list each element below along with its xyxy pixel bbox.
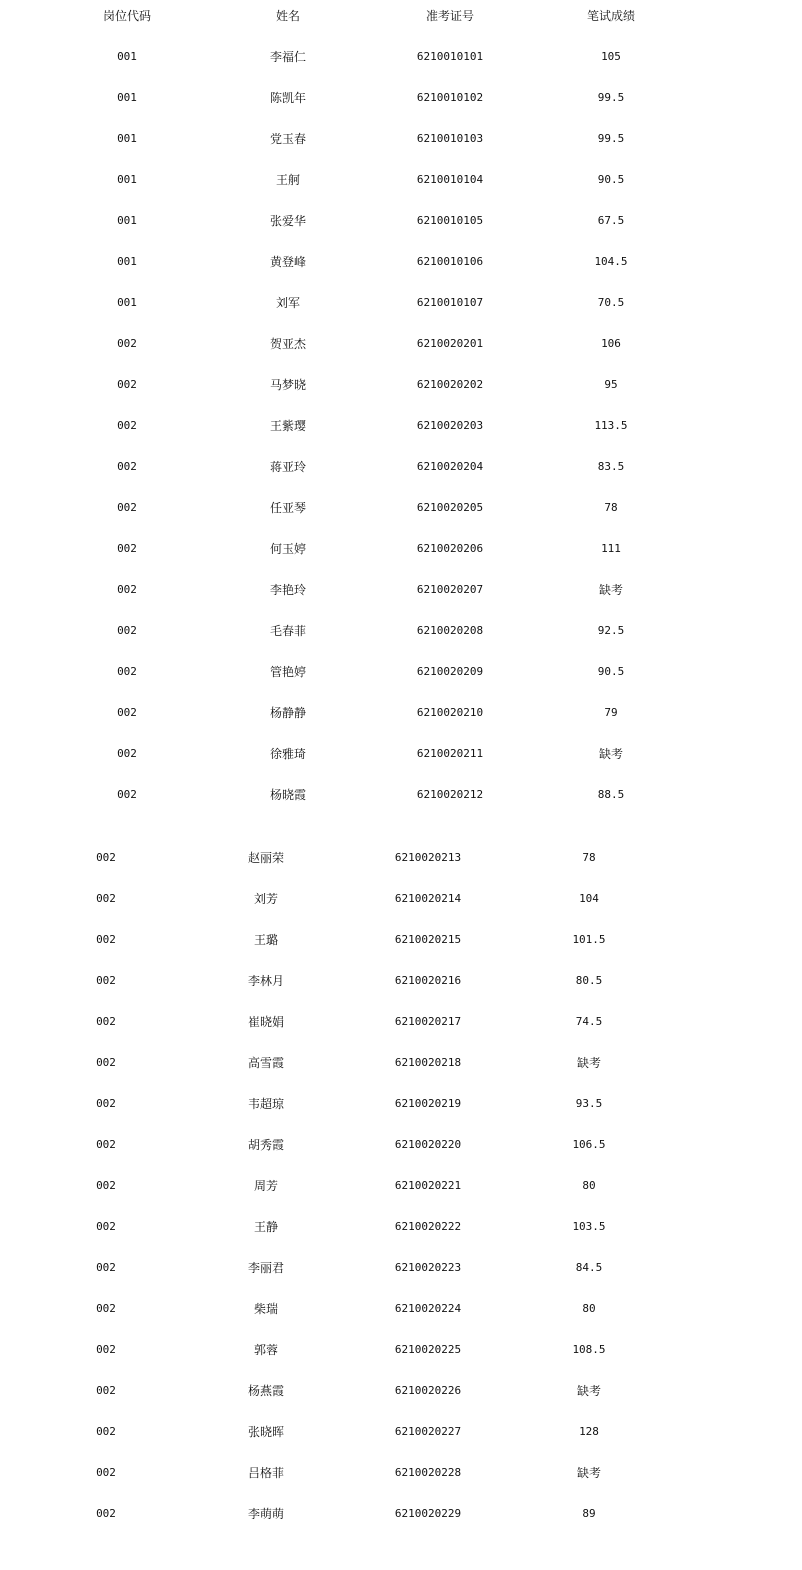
cell-ticket-number: 6210020203: [416, 419, 484, 432]
cell-ticket-number: 6210010101: [416, 50, 484, 63]
cell-position-code: 002: [117, 665, 137, 678]
cell-position-code: 001: [117, 50, 137, 63]
table-row: [0, 1381, 802, 1401]
cell-position-code: 002: [96, 1261, 116, 1274]
table-row: [0, 334, 802, 354]
cell-name: 杨静静: [269, 706, 307, 720]
cell-written-score: 缺考: [598, 583, 624, 597]
cell-written-score: 90.5: [597, 173, 625, 186]
cell-ticket-number: 6210020219: [394, 1097, 462, 1110]
cell-position-code: 002: [96, 1138, 116, 1151]
cell-ticket-number: 6210020215: [394, 933, 462, 946]
table-row: [0, 1135, 802, 1155]
table-row: [0, 252, 802, 272]
cell-written-score: 缺考: [598, 747, 624, 761]
table-row: [0, 375, 802, 395]
cell-name: 蒋亚玲: [269, 460, 307, 474]
table-row: [0, 1504, 802, 1524]
cell-name: 周芳: [253, 1179, 279, 1193]
cell-written-score: 缺考: [576, 1056, 602, 1070]
cell-ticket-number: 6210010102: [416, 91, 484, 104]
cell-written-score: 80.5: [575, 974, 603, 987]
cell-written-score: 111: [601, 542, 621, 555]
cell-position-code: 002: [96, 974, 116, 987]
cell-written-score: 108.5: [572, 1343, 606, 1356]
table-row: [0, 662, 802, 682]
table-row: [0, 88, 802, 108]
cell-ticket-number: 6210020216: [394, 974, 462, 987]
cell-name: 李福仁: [269, 50, 307, 64]
table-row: [0, 498, 802, 518]
table-row: [0, 1463, 802, 1483]
cell-name: 杨燕霞: [247, 1384, 285, 1398]
cell-written-score: 99.5: [597, 91, 625, 104]
table-row: [0, 1053, 802, 1073]
cell-written-score: 89: [582, 1507, 596, 1520]
cell-name: 刘芳: [253, 892, 279, 906]
cell-name: 王璐: [253, 933, 279, 947]
cell-position-code: 002: [117, 419, 137, 432]
cell-name: 王舸: [275, 173, 301, 187]
cell-name: 李丽君: [247, 1261, 285, 1275]
cell-ticket-number: 6210020221: [394, 1179, 462, 1192]
cell-ticket-number: 6210020220: [394, 1138, 462, 1151]
cell-ticket-number: 6210020202: [416, 378, 484, 391]
cell-written-score: 79: [604, 706, 618, 719]
cell-name: 黄登峰: [269, 255, 307, 269]
cell-written-score: 92.5: [597, 624, 625, 637]
cell-written-score: 103.5: [572, 1220, 606, 1233]
cell-position-code: 001: [117, 214, 137, 227]
cell-ticket-number: 6210020201: [416, 337, 484, 350]
cell-written-score: 缺考: [576, 1466, 602, 1480]
cell-position-code: 001: [117, 132, 137, 145]
cell-position-code: 002: [96, 1015, 116, 1028]
table-row: [0, 930, 802, 950]
cell-ticket-number: 6210020227: [394, 1425, 462, 1438]
cell-name: 胡秀霞: [247, 1138, 285, 1152]
cell-written-score: 80: [582, 1302, 596, 1315]
cell-ticket-number: 6210010105: [416, 214, 484, 227]
table-row: [0, 211, 802, 231]
cell-name: 刘军: [275, 296, 301, 310]
cell-position-code: 002: [96, 1384, 116, 1397]
cell-name: 管艳婷: [269, 665, 307, 679]
header-name: 姓名: [275, 9, 301, 23]
table-row: [0, 539, 802, 559]
cell-position-code: 002: [96, 1056, 116, 1069]
cell-ticket-number: 6210010104: [416, 173, 484, 186]
cell-ticket-number: 6210020207: [416, 583, 484, 596]
cell-ticket-number: 6210020218: [394, 1056, 462, 1069]
cell-ticket-number: 6210020204: [416, 460, 484, 473]
cell-written-score: 106.5: [572, 1138, 606, 1151]
cell-ticket-number: 6210020213: [394, 851, 462, 864]
cell-position-code: 002: [117, 747, 137, 760]
cell-ticket-number: 6210020226: [394, 1384, 462, 1397]
cell-position-code: 002: [96, 1302, 116, 1315]
cell-ticket-number: 6210010106: [416, 255, 484, 268]
cell-name: 赵丽荣: [247, 851, 285, 865]
cell-written-score: 128: [579, 1425, 599, 1438]
cell-position-code: 002: [117, 378, 137, 391]
table-header-row: [0, 6, 802, 26]
table-row: [0, 621, 802, 641]
cell-position-code: 002: [96, 1425, 116, 1438]
cell-position-code: 002: [96, 1466, 116, 1479]
cell-written-score: 105: [601, 50, 621, 63]
cell-written-score: 67.5: [597, 214, 625, 227]
cell-written-score: 101.5: [572, 933, 606, 946]
cell-written-score: 78: [604, 501, 618, 514]
table-row: [0, 703, 802, 723]
cell-ticket-number: 6210020212: [416, 788, 484, 801]
cell-ticket-number: 6210020210: [416, 706, 484, 719]
cell-name: 毛春菲: [269, 624, 307, 638]
cell-written-score: 缺考: [576, 1384, 602, 1398]
cell-position-code: 002: [117, 583, 137, 596]
table-row: [0, 744, 802, 764]
cell-ticket-number: 6210020229: [394, 1507, 462, 1520]
cell-name: 杨晓霞: [269, 788, 307, 802]
table-row: [0, 1258, 802, 1278]
cell-ticket-number: 6210020205: [416, 501, 484, 514]
cell-name: 高雪霞: [247, 1056, 285, 1070]
table-row: [0, 47, 802, 67]
table-row: [0, 1012, 802, 1032]
cell-written-score: 106: [601, 337, 621, 350]
cell-written-score: 90.5: [597, 665, 625, 678]
cell-written-score: 104: [579, 892, 599, 905]
cell-position-code: 002: [96, 851, 116, 864]
table-row: [0, 293, 802, 313]
table-row: [0, 1422, 802, 1442]
cell-position-code: 002: [117, 460, 137, 473]
cell-name: 陈凯年: [269, 91, 307, 105]
table-row: [0, 170, 802, 190]
cell-name: 党玉春: [269, 132, 307, 146]
cell-name: 张爱华: [269, 214, 307, 228]
cell-name: 王紫璎: [269, 419, 307, 433]
table-row: [0, 1217, 802, 1237]
table-row: [0, 889, 802, 909]
cell-written-score: 74.5: [575, 1015, 603, 1028]
cell-name: 贺亚杰: [269, 337, 307, 351]
header-position-code: 岗位代码: [102, 9, 152, 23]
cell-written-score: 113.5: [594, 419, 628, 432]
cell-name: 马梦晓: [269, 378, 307, 392]
cell-position-code: 002: [117, 542, 137, 555]
table-row: [0, 416, 802, 436]
cell-ticket-number: 6210020224: [394, 1302, 462, 1315]
cell-position-code: 001: [117, 173, 137, 186]
cell-written-score: 70.5: [597, 296, 625, 309]
cell-ticket-number: 6210020228: [394, 1466, 462, 1479]
table-row: [0, 1299, 802, 1319]
table-row: [0, 457, 802, 477]
cell-position-code: 002: [117, 337, 137, 350]
cell-position-code: 002: [96, 1179, 116, 1192]
cell-name: 徐雅琦: [269, 747, 307, 761]
table-row: [0, 971, 802, 991]
cell-ticket-number: 6210010103: [416, 132, 484, 145]
cell-ticket-number: 6210020209: [416, 665, 484, 678]
cell-written-score: 93.5: [575, 1097, 603, 1110]
header-written-score: 笔试成绩: [586, 9, 636, 23]
cell-ticket-number: 6210020206: [416, 542, 484, 555]
cell-position-code: 001: [117, 91, 137, 104]
header-ticket-number: 准考证号: [425, 9, 475, 23]
cell-name: 张晓晖: [247, 1425, 285, 1439]
cell-ticket-number: 6210020214: [394, 892, 462, 905]
cell-position-code: 001: [117, 255, 137, 268]
cell-ticket-number: 6210010107: [416, 296, 484, 309]
cell-position-code: 002: [96, 933, 116, 946]
cell-name: 李艳玲: [269, 583, 307, 597]
cell-position-code: 001: [117, 296, 137, 309]
cell-ticket-number: 6210020225: [394, 1343, 462, 1356]
cell-position-code: 002: [96, 1507, 116, 1520]
cell-written-score: 84.5: [575, 1261, 603, 1274]
cell-position-code: 002: [117, 706, 137, 719]
table-row: [0, 848, 802, 868]
cell-position-code: 002: [117, 788, 137, 801]
cell-written-score: 83.5: [597, 460, 625, 473]
cell-written-score: 95: [604, 378, 618, 391]
cell-name: 吕格菲: [247, 1466, 285, 1480]
cell-name: 柴瑞: [253, 1302, 279, 1316]
cell-position-code: 002: [96, 1097, 116, 1110]
table-row: [0, 580, 802, 600]
cell-name: 任亚琴: [269, 501, 307, 515]
cell-position-code: 002: [96, 1220, 116, 1233]
cell-name: 郭蓉: [253, 1343, 279, 1357]
table-row: [0, 1094, 802, 1114]
cell-name: 何玉婷: [269, 542, 307, 556]
cell-name: 韦超琼: [247, 1097, 285, 1111]
cell-name: 崔晓娟: [247, 1015, 285, 1029]
table-row: [0, 129, 802, 149]
cell-ticket-number: 6210020208: [416, 624, 484, 637]
cell-written-score: 88.5: [597, 788, 625, 801]
table-row: [0, 785, 802, 805]
cell-name: 李萌萌: [247, 1507, 285, 1521]
cell-written-score: 78: [582, 851, 596, 864]
cell-name: 王静: [253, 1220, 279, 1234]
table-row: [0, 1340, 802, 1360]
cell-ticket-number: 6210020223: [394, 1261, 462, 1274]
cell-written-score: 99.5: [597, 132, 625, 145]
cell-ticket-number: 6210020222: [394, 1220, 462, 1233]
cell-ticket-number: 6210020211: [416, 747, 484, 760]
table-row: [0, 1176, 802, 1196]
cell-position-code: 002: [96, 892, 116, 905]
cell-position-code: 002: [96, 1343, 116, 1356]
cell-position-code: 002: [117, 624, 137, 637]
cell-position-code: 002: [117, 501, 137, 514]
cell-written-score: 80: [582, 1179, 596, 1192]
cell-ticket-number: 6210020217: [394, 1015, 462, 1028]
cell-written-score: 104.5: [594, 255, 628, 268]
cell-name: 李林月: [247, 974, 285, 988]
